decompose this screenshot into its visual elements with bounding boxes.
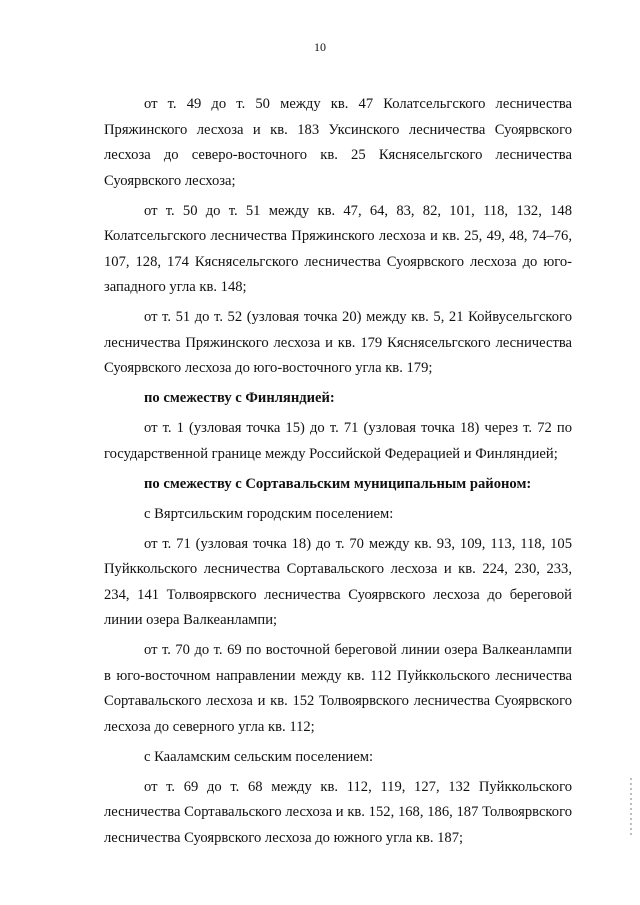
paragraph-segment-1-71: от т. 1 (узловая точка 15) до т. 71 (узловая точка 18) через т. 72 по государственной границе между Российской Федерацией и Финляндией; — [104, 420, 572, 462]
paragraph-segment-70-69: от т. 70 до т. 69 по восточной береговой линии озера Валкеанлампи в юго-восточном направлении между кв. 112 Пуйккольского лесничества Сортавальского лесхоза и кв. 152 Толвоярвского лесничества Суоярвского лесхоза до северного угла кв. 112; — [104, 642, 572, 735]
paragraph-segment-49-50: от т. 49 до т. 50 между кв. 47 Колатсельгского лесничества Пряжинского лесхоза и кв. 183 Уксинского лесничества Суоярвского лесхоза до северо-восточного кв. 25 Кяснясельгского лесничества Суоярвского лесхоза; — [104, 96, 572, 189]
heading-finland-border: по смежеству с Финляндией: — [144, 390, 335, 406]
paragraph-segment-69-68: от т. 69 до т. 68 между кв. 112, 119, 127, 132 Пуйккольского лесничества Сортавальского лесхоза и кв. 152, 168, 186, 187 Толвоярвского лесничества Суоярвского лесхоза до южного угла кв. 187; — [104, 778, 572, 846]
paragraph-segment-50-51: от т. 50 до т. 51 между кв. 47, 64, 83, 82, 101, 118, 132, 148 Колатсельгского лесничества Пряжинского лесхоза и кв. 25, 49, 48, 74–76, 107, 128, 174 Кяснясельгского лесничества Суоярвского лесхоза до юго-западного угла кв. 148; — [104, 202, 572, 295]
paragraph-segment-71-70: от т. 71 (узловая точка 18) до т. 70 между кв. 93, 109, 113, 118, 105 Пуйккольского лесничества Сортавальского лесхоза и кв. 224, 230, 233, 234, 141 Толвоярвского лесничества Суоярвского лесхоза до береговой линии озера Валкеанлампи; — [104, 535, 572, 628]
heading-sortavala-district: по смежеству с Сортавальским муниципальным районом: — [144, 475, 532, 492]
scan-edge-mark — [630, 778, 632, 838]
document-body — [104, 92, 572, 856]
page-number: 10 — [314, 40, 326, 54]
subheading-vyartsilya-settlement: с Вяртсильским городским поселением: — [144, 505, 394, 522]
subheading-kaalamo-settlement: с Кааламским сельским поселением: — [144, 748, 374, 765]
paragraph-segment-51-52: от т. 51 до т. 52 (узловая точка 20) между кв. 5, 21 Койвусельгского лесничества Пряжинского лесхоза и кв. 179 Кяснясельгского лесничества Суоярвского лесхоза до юго-восточного угла кв. 179; — [104, 309, 572, 376]
